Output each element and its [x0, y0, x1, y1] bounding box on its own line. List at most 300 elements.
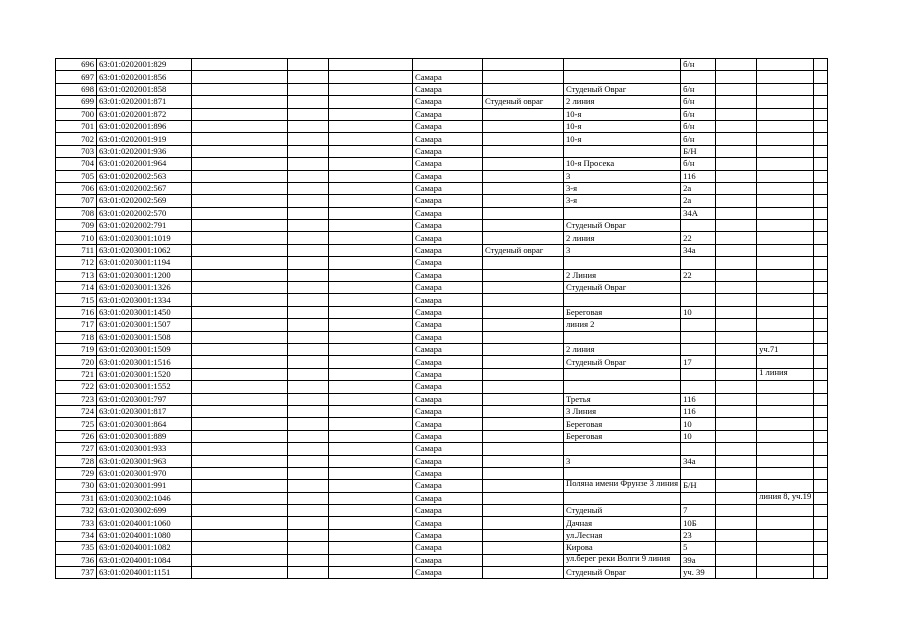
table-cell: [288, 207, 329, 219]
table-cell: 63:01:0204001:1082: [97, 542, 192, 554]
table-cell: [329, 108, 413, 120]
table-cell: [192, 319, 288, 331]
row-number-cell: 702: [56, 133, 97, 145]
table-cell: [681, 492, 716, 504]
table-cell: [329, 393, 413, 405]
table-cell: 116: [681, 170, 716, 182]
table-cell: [329, 71, 413, 83]
table-cell: [716, 467, 757, 479]
table-cell: [716, 505, 757, 517]
table-cell: Третья: [564, 393, 681, 405]
table-cell: [814, 455, 828, 467]
table-cell: [192, 182, 288, 194]
table-cell: Самара: [413, 282, 483, 294]
table-cell: 10: [681, 430, 716, 442]
table-cell: 3: [564, 170, 681, 182]
row-number-cell: 714: [56, 282, 97, 294]
table-cell: [329, 492, 413, 504]
table-cell: [288, 195, 329, 207]
table-cell: 63:01:0202001:829: [97, 59, 192, 71]
table-cell: [757, 331, 814, 343]
table-cell: [192, 71, 288, 83]
table-cell: [192, 133, 288, 145]
table-row: [56, 257, 828, 269]
table-cell: 39а: [681, 554, 716, 566]
table-cell: [329, 505, 413, 517]
table-cell: 3-я: [564, 182, 681, 194]
table-cell: [814, 319, 828, 331]
table-cell: б/н: [681, 120, 716, 132]
table-cell: [329, 158, 413, 170]
table-cell: [716, 108, 757, 120]
table-row: [56, 430, 828, 442]
table-row: [56, 232, 828, 244]
table-cell: 63:01:0203002:699: [97, 505, 192, 517]
table-cell: 3: [564, 244, 681, 256]
table-cell: Самара: [413, 319, 483, 331]
table-cell: [288, 108, 329, 120]
table-row: [56, 455, 828, 467]
table-cell: Самара: [413, 207, 483, 219]
table-cell: [329, 244, 413, 256]
table-cell: 63:01:0202001:856: [97, 71, 192, 83]
table-cell: [192, 232, 288, 244]
table-cell: [814, 282, 828, 294]
table-cell: [814, 232, 828, 244]
table-cell: [192, 59, 288, 71]
table-cell: [814, 120, 828, 132]
table-row: [56, 244, 828, 256]
table-cell: [716, 517, 757, 529]
table-cell: ул.Лесная: [564, 529, 681, 541]
table-cell: [716, 83, 757, 95]
table-cell: 63:01:0203001:1508: [97, 331, 192, 343]
table-cell: [757, 71, 814, 83]
table-cell: [288, 257, 329, 269]
table-cell: [483, 120, 564, 132]
table-cell: [329, 430, 413, 442]
table-cell: 63:01:0202001:858: [97, 83, 192, 95]
table-cell: [329, 405, 413, 417]
table-cell: [192, 108, 288, 120]
row-number-cell: 730: [56, 480, 97, 492]
table-cell: [288, 232, 329, 244]
table-cell: [288, 71, 329, 83]
table-cell: [192, 294, 288, 306]
table-cell: б/н: [681, 96, 716, 108]
table-cell: [483, 381, 564, 393]
table-cell: Самара: [413, 393, 483, 405]
row-number-cell: 704: [56, 158, 97, 170]
table-cell: [288, 170, 329, 182]
table-cell: [757, 145, 814, 157]
table-cell: Самара: [413, 517, 483, 529]
table-cell: 2а: [681, 195, 716, 207]
table-cell: [814, 480, 828, 492]
table-cell: [483, 430, 564, 442]
table-cell: [192, 405, 288, 417]
row-number-cell: 727: [56, 443, 97, 455]
table-cell: [288, 567, 329, 579]
table-cell: [329, 232, 413, 244]
table-cell: [483, 133, 564, 145]
table-cell: [288, 294, 329, 306]
row-number-cell: 707: [56, 195, 97, 207]
table-cell: Самара: [413, 232, 483, 244]
table-cell: [483, 492, 564, 504]
table-cell: 63:01:0203001:963: [97, 455, 192, 467]
table-cell: 63:01:0203001:1326: [97, 282, 192, 294]
table-cell: [814, 368, 828, 380]
table-cell: [192, 554, 288, 566]
table-cell: [716, 133, 757, 145]
table-cell: 3 Линия: [564, 405, 681, 417]
table-cell: [288, 269, 329, 281]
table-cell: 2 Линия: [564, 269, 681, 281]
table-cell: [681, 294, 716, 306]
table-cell: [716, 257, 757, 269]
table-cell: [329, 356, 413, 368]
table-row: [56, 195, 828, 207]
table-cell: Студеный Овраг: [564, 282, 681, 294]
table-cell: [483, 319, 564, 331]
table-cell: 63:01:0203001:864: [97, 418, 192, 430]
table-cell: 63:01:0204001:1084: [97, 554, 192, 566]
table-cell: [757, 120, 814, 132]
table-cell: Самара: [413, 195, 483, 207]
row-number-cell: 736: [56, 554, 97, 566]
table-cell: [757, 554, 814, 566]
table-row: [56, 381, 828, 393]
table-cell: [288, 306, 329, 318]
table-cell: [814, 244, 828, 256]
table-row: [56, 282, 828, 294]
table-cell: б/н: [681, 158, 716, 170]
table-cell: Самара: [413, 356, 483, 368]
row-number-cell: 731: [56, 492, 97, 504]
row-number-cell: 701: [56, 120, 97, 132]
table-cell: [757, 467, 814, 479]
row-number-cell: 709: [56, 220, 97, 232]
table-cell: Студеный Овраг: [564, 356, 681, 368]
table-cell: 63:01:0202001:936: [97, 145, 192, 157]
table-cell: [757, 232, 814, 244]
table-cell: [483, 405, 564, 417]
table-cell: [716, 71, 757, 83]
table-cell: [814, 505, 828, 517]
table-cell: [716, 455, 757, 467]
table-cell: [814, 170, 828, 182]
table-cell: [288, 405, 329, 417]
table-cell: Самара: [413, 145, 483, 157]
table-cell: Самара: [413, 220, 483, 232]
table-cell: [681, 257, 716, 269]
table-row: [56, 567, 828, 579]
table-cell: 63:01:0203001:1062: [97, 244, 192, 256]
table-cell: [814, 294, 828, 306]
table-cell: [288, 455, 329, 467]
table-cell: [814, 343, 828, 355]
row-number-cell: 703: [56, 145, 97, 157]
table-cell: [192, 492, 288, 504]
table-cell: [329, 368, 413, 380]
table-cell: [814, 306, 828, 318]
table-cell: [681, 368, 716, 380]
table-cell: [288, 393, 329, 405]
table-cell: [757, 96, 814, 108]
table-cell: [716, 269, 757, 281]
table-cell: [192, 368, 288, 380]
table-cell: 34А: [681, 207, 716, 219]
table-cell: Самара: [413, 257, 483, 269]
table-cell: [192, 430, 288, 442]
table-cell: [757, 430, 814, 442]
table-row: [56, 443, 828, 455]
table-cell: [757, 306, 814, 318]
table-cell: [814, 405, 828, 417]
table-cell: [192, 145, 288, 157]
table-cell: [288, 220, 329, 232]
table-cell: [814, 381, 828, 393]
table-cell: [483, 356, 564, 368]
table-cell: [757, 405, 814, 417]
table-cell: [288, 133, 329, 145]
table-cell: [483, 207, 564, 219]
table-cell: [681, 319, 716, 331]
table-row: [56, 207, 828, 219]
table-cell: [814, 567, 828, 579]
table-cell: [814, 220, 828, 232]
table-cell: [814, 443, 828, 455]
table-cell: [329, 257, 413, 269]
table-cell: [483, 232, 564, 244]
table-cell: [564, 368, 681, 380]
table-cell: [564, 381, 681, 393]
table-cell: 63:01:0203001:797: [97, 393, 192, 405]
table-cell: [483, 567, 564, 579]
table-cell: [288, 182, 329, 194]
table-cell: [564, 257, 681, 269]
table-cell: 10: [681, 306, 716, 318]
table-cell: 63:01:0203001:1334: [97, 294, 192, 306]
table-cell: Самара: [413, 418, 483, 430]
table-cell: 3: [564, 455, 681, 467]
table-cell: [564, 492, 681, 504]
row-number-cell: 706: [56, 182, 97, 194]
table-cell: 2 линия: [564, 96, 681, 108]
table-cell: [483, 220, 564, 232]
table-cell: Б/Н: [681, 480, 716, 492]
table-body: [56, 59, 828, 579]
table-cell: 63:01:0203001:1507: [97, 319, 192, 331]
table-cell: [757, 269, 814, 281]
table-cell: [288, 542, 329, 554]
table-cell: 2а: [681, 182, 716, 194]
table-cell: [716, 207, 757, 219]
table-cell: 1 линия: [757, 368, 814, 380]
table-cell: [814, 269, 828, 281]
table-cell: [716, 393, 757, 405]
table-cell: [716, 343, 757, 355]
table-cell: [757, 257, 814, 269]
table-cell: 63:01:0202002:791: [97, 220, 192, 232]
table-cell: 23: [681, 529, 716, 541]
table-row: [56, 145, 828, 157]
table-cell: Самара: [413, 554, 483, 566]
table-cell: [288, 356, 329, 368]
table-cell: [288, 331, 329, 343]
row-number-cell: 735: [56, 542, 97, 554]
table-row: [56, 356, 828, 368]
table-cell: Самара: [413, 294, 483, 306]
table-cell: [288, 282, 329, 294]
table-cell: [681, 381, 716, 393]
table-cell: [716, 529, 757, 541]
row-number-cell: 726: [56, 430, 97, 442]
table-row: [56, 393, 828, 405]
table-cell: [814, 133, 828, 145]
table-cell: [288, 381, 329, 393]
row-number-cell: 711: [56, 244, 97, 256]
table-cell: [192, 170, 288, 182]
table-cell: [483, 83, 564, 95]
table-row: [56, 306, 828, 318]
table-cell: [564, 467, 681, 479]
table-cell: [288, 244, 329, 256]
table-cell: [483, 393, 564, 405]
table-cell: [483, 480, 564, 492]
row-number-cell: 697: [56, 71, 97, 83]
table-row: [56, 517, 828, 529]
table-cell: Самара: [413, 182, 483, 194]
table-cell: [192, 381, 288, 393]
table-cell: 17: [681, 356, 716, 368]
table-cell: Береговая: [564, 418, 681, 430]
table-row: [56, 220, 828, 232]
table-cell: [288, 343, 329, 355]
table-cell: [288, 480, 329, 492]
row-number-cell: 724: [56, 405, 97, 417]
table-cell: [814, 71, 828, 83]
table-cell: [757, 83, 814, 95]
table-row: [56, 158, 828, 170]
table-cell: [329, 120, 413, 132]
table-cell: [483, 542, 564, 554]
table-cell: Самара: [413, 96, 483, 108]
table-row: [56, 133, 828, 145]
table-row: [56, 554, 828, 566]
table-cell: [288, 83, 329, 95]
table-cell: [329, 220, 413, 232]
table-cell: [413, 59, 483, 71]
table-cell: [716, 182, 757, 194]
table-cell: [757, 108, 814, 120]
table-cell: 10-я: [564, 120, 681, 132]
table-cell: [192, 331, 288, 343]
row-number-cell: 722: [56, 381, 97, 393]
table-cell: [814, 195, 828, 207]
table-cell: [329, 381, 413, 393]
table-cell: [716, 220, 757, 232]
table-cell: [814, 529, 828, 541]
table-cell: [757, 182, 814, 194]
table-cell: 63:01:0204001:1060: [97, 517, 192, 529]
table-cell: [329, 418, 413, 430]
table-cell: [814, 145, 828, 157]
table-row: [56, 418, 828, 430]
table-cell: [483, 517, 564, 529]
table-cell: б/н: [681, 108, 716, 120]
table-cell: [757, 158, 814, 170]
table-cell: [288, 59, 329, 71]
table-cell: [814, 517, 828, 529]
table-cell: [757, 282, 814, 294]
table-cell: [757, 244, 814, 256]
table-cell: 7: [681, 505, 716, 517]
table-cell: [564, 443, 681, 455]
table-cell: 63:01:0202001:964: [97, 158, 192, 170]
table-cell: [288, 554, 329, 566]
table-cell: Самара: [413, 381, 483, 393]
row-number-cell: 718: [56, 331, 97, 343]
row-number-cell: 716: [56, 306, 97, 318]
table-cell: [814, 158, 828, 170]
table-cell: Самара: [413, 133, 483, 145]
table-cell: 63:01:0202001:919: [97, 133, 192, 145]
table-cell: [564, 59, 681, 71]
table-row: [56, 120, 828, 132]
table-cell: [329, 170, 413, 182]
table-cell: [716, 96, 757, 108]
row-number-cell: 733: [56, 517, 97, 529]
table-row: [56, 294, 828, 306]
table-cell: [483, 59, 564, 71]
table-cell: [483, 269, 564, 281]
row-number-cell: 700: [56, 108, 97, 120]
table-cell: [288, 505, 329, 517]
table-cell: Самара: [413, 170, 483, 182]
table-cell: [757, 195, 814, 207]
table-cell: [329, 96, 413, 108]
table-cell: [192, 306, 288, 318]
table-cell: [716, 405, 757, 417]
table-cell: линия 2: [564, 319, 681, 331]
table-cell: [483, 455, 564, 467]
table-cell: 34а: [681, 455, 716, 467]
table-cell: [483, 257, 564, 269]
table-cell: Самара: [413, 567, 483, 579]
table-cell: [483, 368, 564, 380]
table-cell: [192, 244, 288, 256]
table-row: [56, 368, 828, 380]
table-cell: [757, 542, 814, 554]
table-cell: [483, 145, 564, 157]
table-cell: [329, 343, 413, 355]
table-cell: 63:01:0202001:872: [97, 108, 192, 120]
table-cell: 116: [681, 393, 716, 405]
row-number-cell: 732: [56, 505, 97, 517]
table-cell: Самара: [413, 480, 483, 492]
row-number-cell: 719: [56, 343, 97, 355]
table-cell: [192, 158, 288, 170]
table-cell: [192, 282, 288, 294]
table-cell: [288, 96, 329, 108]
table-cell: [681, 220, 716, 232]
table-cell: [681, 71, 716, 83]
table-cell: [716, 567, 757, 579]
table-cell: [192, 343, 288, 355]
row-number-cell: 699: [56, 96, 97, 108]
